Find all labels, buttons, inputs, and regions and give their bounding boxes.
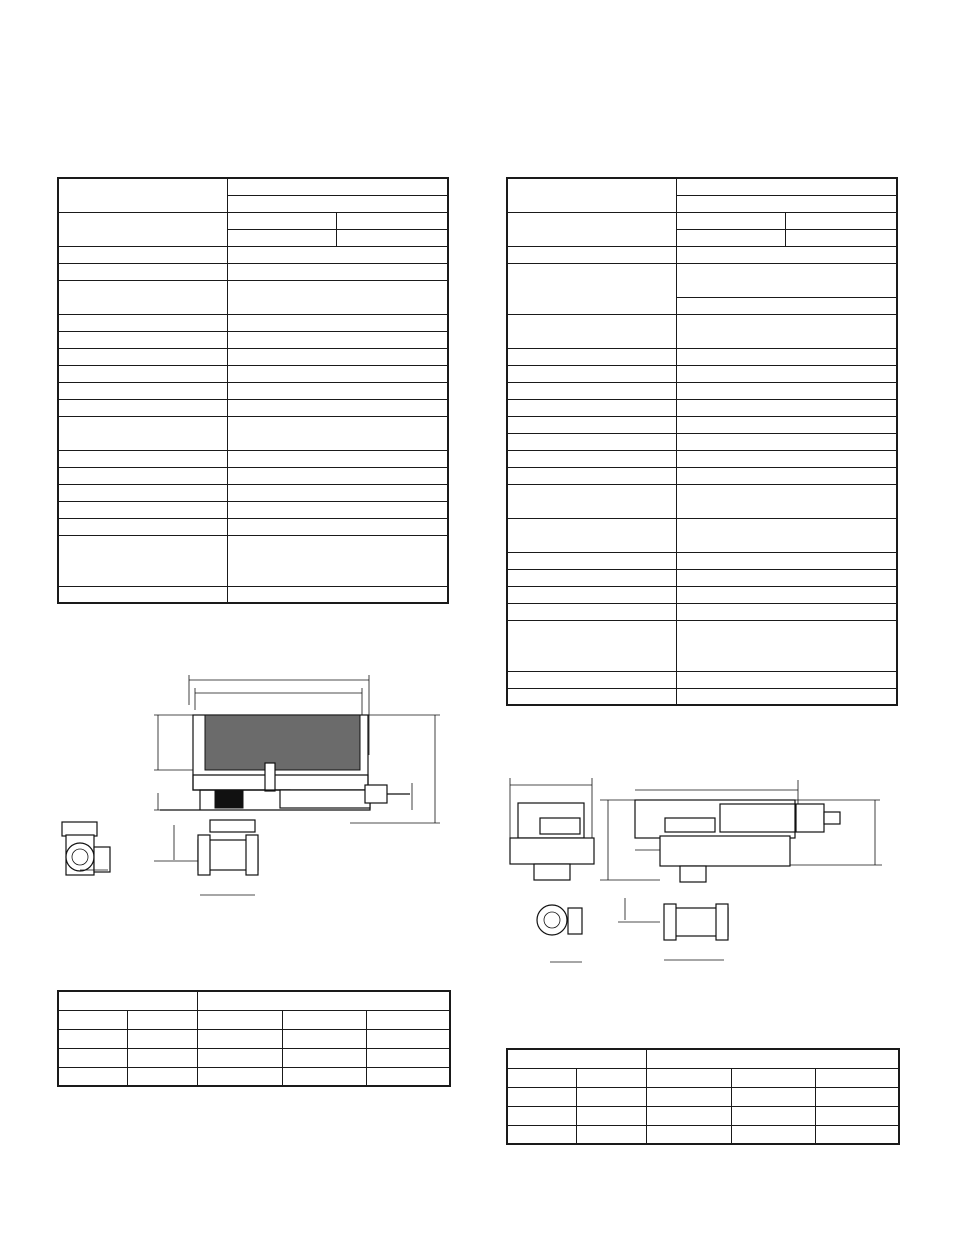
spec-cell (58, 365, 227, 382)
dim-cell (197, 1048, 282, 1067)
spec-cell (676, 552, 897, 569)
dim-cell (197, 1010, 282, 1029)
dim-cell (507, 1068, 576, 1087)
dim-cell (282, 1010, 366, 1029)
spec-cell (58, 586, 227, 603)
spec-cell (336, 229, 448, 246)
dim-cell (58, 1029, 127, 1048)
spec-cell (58, 263, 227, 280)
actuator-side-motor (720, 804, 795, 832)
spec-cell (58, 382, 227, 399)
spec-cell (676, 297, 897, 314)
spec-cell (58, 212, 227, 246)
dim-cell (731, 1087, 815, 1106)
spec-cell (227, 535, 448, 586)
dim-cell (646, 1068, 731, 1087)
spec-cell (227, 246, 448, 263)
dim-cell (58, 991, 197, 1010)
dim-cell (282, 1048, 366, 1067)
spec-cell (507, 263, 676, 314)
side-cable-end (824, 812, 840, 824)
dim-cell (366, 1010, 450, 1029)
spec-cell (336, 212, 448, 229)
coupling (215, 790, 243, 808)
side-coupling (680, 866, 706, 882)
spec-cell (785, 212, 897, 229)
dim-cell (731, 1125, 815, 1144)
dim-cell (731, 1106, 815, 1125)
spec-cell (58, 467, 227, 484)
spec-cell (507, 518, 676, 552)
spec-cell (507, 484, 676, 518)
dim-cell (507, 1106, 576, 1125)
spec-cell (227, 331, 448, 348)
dim-cell (366, 1067, 450, 1086)
spec-cell (676, 450, 897, 467)
spec-cell (676, 603, 897, 620)
dim-cell (646, 1049, 899, 1068)
spec-cell (507, 314, 676, 348)
spec-cell (676, 348, 897, 365)
dim-cell (58, 1010, 127, 1029)
actuator-front-window (540, 818, 580, 834)
dim-cell (127, 1048, 197, 1067)
spec-cell (58, 535, 227, 586)
cable-housing (280, 790, 370, 808)
spec-cell (227, 212, 336, 229)
dim-cell (507, 1125, 576, 1144)
spec-cell (676, 382, 897, 399)
dim-cell (127, 1029, 197, 1048)
right-actuator-drawing (500, 770, 900, 970)
spec-cell (507, 620, 676, 671)
spec-cell (227, 484, 448, 501)
spec-cell (58, 501, 227, 518)
spec-cell (676, 484, 897, 518)
spec-cell (507, 671, 676, 688)
spec-cell (676, 178, 897, 195)
cable-gland (365, 785, 387, 803)
actuator-side-base (660, 836, 790, 866)
left-dimension-table (57, 990, 451, 1087)
dim-cell (815, 1087, 899, 1106)
spec-cell (676, 365, 897, 382)
spec-cell (507, 399, 676, 416)
valve-end-left (198, 835, 210, 875)
dim-cell (197, 991, 450, 1010)
spec-cell (507, 348, 676, 365)
spec-cell (676, 569, 897, 586)
front-valve-port (537, 905, 567, 935)
spec-cell (785, 229, 897, 246)
spec-cell (676, 433, 897, 450)
dim-cell (576, 1087, 646, 1106)
dim-cell (646, 1125, 731, 1144)
dim-cell (127, 1010, 197, 1029)
spec-cell (58, 246, 227, 263)
dim-cell (815, 1106, 899, 1125)
spec-cell (676, 195, 897, 212)
dim-cell (646, 1087, 731, 1106)
dim-cell (282, 1029, 366, 1048)
spec-cell (676, 263, 897, 297)
spec-cell (676, 399, 897, 416)
side-valve-end-right (716, 904, 728, 940)
valve-end-right (246, 835, 258, 875)
spec-cell (227, 467, 448, 484)
dim-cell (646, 1106, 731, 1125)
actuator-front-base (510, 838, 594, 864)
spec-cell (676, 586, 897, 603)
spec-cell (227, 586, 448, 603)
spec-cell (676, 314, 897, 348)
spec-cell (507, 178, 676, 212)
spec-cell (507, 433, 676, 450)
spec-cell (676, 229, 785, 246)
side-cable-gland (796, 804, 824, 832)
spec-cell (507, 603, 676, 620)
right-dimension-table (506, 1048, 900, 1145)
spec-cell (676, 212, 785, 229)
dim-cell (731, 1068, 815, 1087)
elbow-port (66, 843, 94, 871)
dim-cell (58, 1067, 127, 1086)
actuator-cover (205, 715, 360, 770)
spec-cell (676, 467, 897, 484)
elbow-top (62, 822, 97, 836)
dim-cell (576, 1068, 646, 1087)
spec-cell (58, 314, 227, 331)
spec-cell (507, 467, 676, 484)
side-valve-end-left (664, 904, 676, 940)
right-spec-table (506, 177, 898, 706)
dim-cell (576, 1125, 646, 1144)
spec-cell (676, 688, 897, 705)
front-coupling (534, 864, 570, 880)
spec-cell (507, 246, 676, 263)
left-spec-table (57, 177, 449, 604)
spec-cell (58, 280, 227, 314)
spec-cell (507, 569, 676, 586)
spec-cell (58, 178, 227, 212)
switch-tab (265, 763, 275, 791)
spec-cell (58, 331, 227, 348)
spec-cell (507, 450, 676, 467)
dim-cell (815, 1068, 899, 1087)
dim-cell (366, 1048, 450, 1067)
spec-cell (227, 229, 336, 246)
elbow-outlet (94, 847, 110, 872)
left-actuator-drawing (50, 665, 450, 885)
spec-cell (227, 382, 448, 399)
dim-cell (507, 1087, 576, 1106)
spec-cell (227, 195, 448, 212)
spec-cell (227, 178, 448, 195)
spec-cell (227, 365, 448, 382)
spec-cell (507, 552, 676, 569)
spec-cell (58, 348, 227, 365)
spec-cell (227, 314, 448, 331)
spec-cell (227, 263, 448, 280)
spec-cell (676, 671, 897, 688)
dim-cell (197, 1067, 282, 1086)
spec-cell (507, 688, 676, 705)
spec-cell (507, 586, 676, 603)
valve-neck (210, 820, 255, 832)
spec-cell (227, 399, 448, 416)
spec-cell (58, 450, 227, 467)
spec-cell (227, 501, 448, 518)
dim-cell (197, 1029, 282, 1048)
spec-cell (676, 246, 897, 263)
spec-cell (58, 484, 227, 501)
dim-cell (507, 1049, 646, 1068)
spec-cell (507, 365, 676, 382)
dim-cell (576, 1106, 646, 1125)
spec-cell (227, 348, 448, 365)
front-valve-outlet (568, 908, 582, 934)
spec-cell (227, 518, 448, 535)
spec-cell (507, 416, 676, 433)
dim-cell (58, 1048, 127, 1067)
dim-cell (815, 1125, 899, 1144)
spec-cell (507, 212, 676, 246)
spec-cell (227, 416, 448, 450)
spec-cell (507, 382, 676, 399)
dim-cell (366, 1029, 450, 1048)
spec-cell (58, 416, 227, 450)
spec-cell (227, 450, 448, 467)
dim-cell (127, 1067, 197, 1086)
dim-cell (282, 1067, 366, 1086)
spec-cell (676, 518, 897, 552)
spec-cell (676, 620, 897, 671)
spec-cell (58, 518, 227, 535)
spec-cell (676, 416, 897, 433)
spec-cell (58, 399, 227, 416)
spec-cell (227, 280, 448, 314)
actuator-side-window (665, 818, 715, 832)
